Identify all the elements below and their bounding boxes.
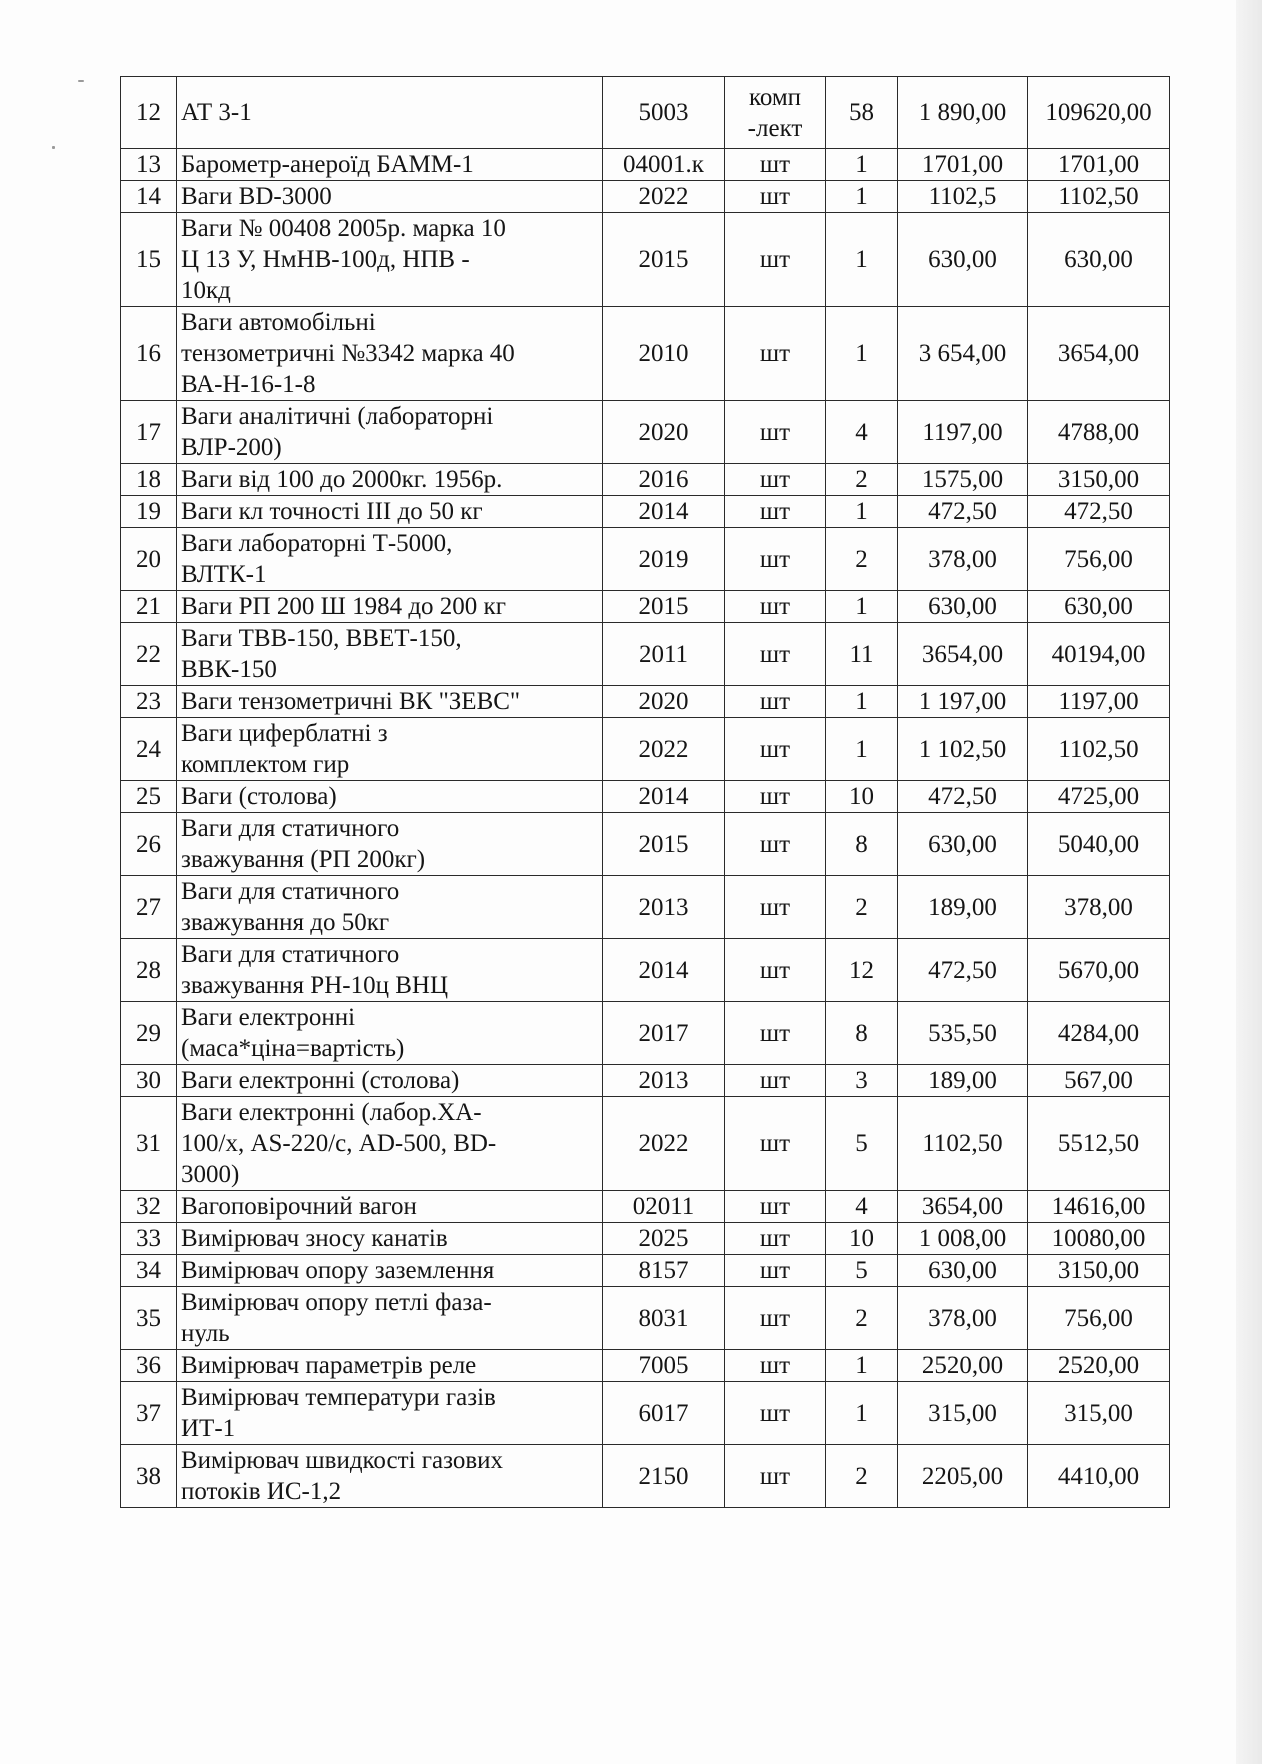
item-name-line: АТ 3-1: [181, 99, 252, 126]
item-total: 109620,00: [1028, 77, 1170, 149]
item-name-line: 10кд: [181, 277, 231, 304]
table-row: [121, 1287, 1170, 1350]
item-price: 1 102,50: [898, 718, 1028, 781]
item-name-line: ВЛТК-1: [181, 561, 267, 588]
table-row: [121, 1191, 1170, 1223]
item-code: 2015: [603, 213, 725, 307]
item-code: 2150: [603, 1445, 725, 1508]
item-total: 2520,00: [1028, 1350, 1170, 1382]
item-name: [177, 1223, 603, 1255]
item-name-line: Ваги лабораторні Т-5000,: [181, 530, 453, 557]
item-name: [177, 686, 603, 718]
table-row: [121, 307, 1170, 401]
item-name-line: Ваги для статичного: [181, 941, 400, 968]
item-price: 378,00: [898, 528, 1028, 591]
row-number: 13: [121, 149, 177, 181]
item-unit-line: шт: [759, 783, 791, 810]
item-name-line: зважування до 50кг: [181, 909, 390, 936]
table-row: [121, 1382, 1170, 1445]
item-name-line: Ваги РП 200 Ш 1984 до 200 кг: [181, 593, 506, 620]
item-code: 2013: [603, 1065, 725, 1097]
item-unit: [725, 1097, 826, 1191]
item-name: [177, 876, 603, 939]
item-quantity: 1: [826, 1382, 898, 1445]
item-total: 5670,00: [1028, 939, 1170, 1002]
table-row: [121, 181, 1170, 213]
item-unit-line: шт: [759, 893, 791, 921]
item-total: 1102,50: [1028, 181, 1170, 213]
item-unit-line: шт: [759, 183, 791, 210]
table-body: [121, 77, 1170, 1508]
item-price: 189,00: [898, 1065, 1028, 1097]
item-total: 14616,00: [1028, 1191, 1170, 1223]
item-name: [177, 213, 603, 307]
row-number: 25: [121, 781, 177, 813]
item-unit-line: шт: [759, 640, 791, 668]
item-unit: [725, 77, 826, 149]
item-code: 2022: [603, 1097, 725, 1191]
item-total: 5040,00: [1028, 813, 1170, 876]
row-number: 36: [121, 1350, 177, 1382]
item-quantity: 2: [826, 1287, 898, 1350]
row-number: 12: [121, 77, 177, 149]
item-name: [177, 149, 603, 181]
item-name: [177, 1002, 603, 1065]
item-name: [177, 1287, 603, 1350]
item-total: 40194,00: [1028, 623, 1170, 686]
item-unit-line: шт: [759, 151, 791, 178]
item-name-line: ВВК-150: [181, 656, 277, 683]
item-name: [177, 496, 603, 528]
item-quantity: 1: [826, 718, 898, 781]
item-name-line: ВЛР-200): [181, 434, 282, 461]
item-quantity: 1: [826, 686, 898, 718]
table-row: [121, 1097, 1170, 1191]
item-name-line: (маса*ціна=вартість): [181, 1035, 405, 1062]
item-quantity: 1: [826, 307, 898, 401]
table-row: [121, 718, 1170, 781]
item-quantity: 1: [826, 213, 898, 307]
item-total: 3150,00: [1028, 1255, 1170, 1287]
item-total: 4410,00: [1028, 1445, 1170, 1508]
item-total: 567,00: [1028, 1065, 1170, 1097]
item-name-line: Ваги ТВВ-150, ВВЕТ-150,: [181, 625, 462, 652]
item-unit-line: шт: [759, 593, 791, 620]
row-number: 22: [121, 623, 177, 686]
item-quantity: 12: [826, 939, 898, 1002]
item-total: 3150,00: [1028, 464, 1170, 496]
item-unit-line: шт: [759, 1304, 791, 1332]
table-row: [121, 1065, 1170, 1097]
item-price: 1 197,00: [898, 686, 1028, 718]
scan-speck: [78, 80, 84, 82]
item-unit-line: шт: [759, 688, 791, 715]
item-name-line: Барометр-анероїд БАММ-1: [181, 151, 474, 178]
item-total: 1701,00: [1028, 149, 1170, 181]
item-code: 2014: [603, 496, 725, 528]
item-total: 630,00: [1028, 591, 1170, 623]
item-quantity: 1: [826, 591, 898, 623]
item-unit-line: шт: [759, 735, 791, 763]
item-code: 2015: [603, 813, 725, 876]
item-unit: [725, 401, 826, 464]
item-code: 2011: [603, 623, 725, 686]
item-unit: [725, 528, 826, 591]
row-number: 33: [121, 1223, 177, 1255]
item-unit: [725, 686, 826, 718]
item-quantity: 8: [826, 813, 898, 876]
item-code: 2020: [603, 401, 725, 464]
item-price: 630,00: [898, 1255, 1028, 1287]
item-unit-line: шт: [759, 1225, 791, 1252]
item-unit-line: шт: [759, 545, 791, 573]
item-unit: [725, 307, 826, 401]
inventory-table: [120, 76, 1170, 1508]
table-row: [121, 77, 1170, 149]
item-name-line: Вимірювач температури газів: [181, 1384, 496, 1411]
table-row: [121, 464, 1170, 496]
item-name: [177, 718, 603, 781]
table-row: [121, 1255, 1170, 1287]
item-quantity: 2: [826, 528, 898, 591]
item-name-line: Ваги від 100 до 2000кг. 1956р.: [181, 466, 503, 493]
item-quantity: 5: [826, 1255, 898, 1287]
item-unit: [725, 939, 826, 1002]
item-price: 472,50: [898, 496, 1028, 528]
item-name-line: Вимірювач швидкості газових: [181, 1447, 504, 1474]
item-unit-line: шт: [759, 956, 791, 984]
item-price: 1701,00: [898, 149, 1028, 181]
item-code: 5003: [603, 77, 725, 149]
row-number: 20: [121, 528, 177, 591]
row-number: 29: [121, 1002, 177, 1065]
scan-speck: [52, 146, 55, 149]
item-code: 2010: [603, 307, 725, 401]
table-row: [121, 528, 1170, 591]
row-number: 21: [121, 591, 177, 623]
item-name-line: 3000): [181, 1161, 240, 1188]
item-code: 8031: [603, 1287, 725, 1350]
item-total: 315,00: [1028, 1382, 1170, 1445]
item-quantity: 1: [826, 496, 898, 528]
item-name-line: Ваги аналітичні (лабораторні: [181, 403, 494, 430]
item-unit-line: комп: [748, 83, 802, 111]
table-row: [121, 623, 1170, 686]
item-total: 4284,00: [1028, 1002, 1170, 1065]
item-code: 2019: [603, 528, 725, 591]
item-code: 2017: [603, 1002, 725, 1065]
row-number: 14: [121, 181, 177, 213]
item-unit: [725, 464, 826, 496]
item-price: 630,00: [898, 213, 1028, 307]
item-price: 3654,00: [898, 623, 1028, 686]
item-name-line: ИТ-1: [181, 1415, 236, 1442]
item-name-line: Ваги електронні: [181, 1004, 356, 1031]
item-name-line: 100/х, AS-220/с, AD-500, BD-: [181, 1130, 497, 1157]
item-total: 10080,00: [1028, 1223, 1170, 1255]
item-total: 472,50: [1028, 496, 1170, 528]
row-number: 32: [121, 1191, 177, 1223]
item-price: 315,00: [898, 1382, 1028, 1445]
item-quantity: 8: [826, 1002, 898, 1065]
item-code: 2020: [603, 686, 725, 718]
item-quantity: 58: [826, 77, 898, 149]
table-row: [121, 213, 1170, 307]
item-unit: [725, 813, 826, 876]
item-name: [177, 939, 603, 1002]
table-row: [121, 1002, 1170, 1065]
item-code: 2025: [603, 1223, 725, 1255]
item-unit: [725, 1002, 826, 1065]
item-unit-line: -лект: [747, 114, 803, 142]
table-row: [121, 876, 1170, 939]
item-unit-line: шт: [759, 1193, 791, 1220]
item-unit: [725, 1065, 826, 1097]
item-quantity: 10: [826, 1223, 898, 1255]
item-name: [177, 181, 603, 213]
item-unit: [725, 1445, 826, 1508]
item-name-line: Вимірювач зносу канатів: [181, 1225, 448, 1252]
item-price: 630,00: [898, 813, 1028, 876]
item-price: 1575,00: [898, 464, 1028, 496]
row-number: 19: [121, 496, 177, 528]
item-code: 8157: [603, 1255, 725, 1287]
item-total: 756,00: [1028, 528, 1170, 591]
item-unit-line: шт: [759, 466, 791, 493]
row-number: 31: [121, 1097, 177, 1191]
item-unit-line: шт: [759, 1352, 791, 1379]
item-quantity: 4: [826, 1191, 898, 1223]
item-name-line: Ваги автомобільні: [181, 309, 376, 336]
item-total: 1102,50: [1028, 718, 1170, 781]
item-total: 630,00: [1028, 213, 1170, 307]
table-row: [121, 1445, 1170, 1508]
item-name-line: Вимірювач опору петлі фаза-: [181, 1289, 492, 1316]
item-name-line: Ваги для статичного: [181, 878, 400, 905]
item-price: 472,50: [898, 781, 1028, 813]
item-name-line: Ваги циферблатні з: [181, 720, 388, 747]
item-name-line: зважування РН-10ц ВНЦ: [181, 972, 448, 999]
item-name: [177, 307, 603, 401]
row-number: 27: [121, 876, 177, 939]
item-name-line: Ваги BD-3000: [181, 183, 332, 210]
item-total: 3654,00: [1028, 307, 1170, 401]
item-unit: [725, 181, 826, 213]
item-code: 2022: [603, 181, 725, 213]
item-name-line: Вимірювач параметрів реле: [181, 1352, 477, 1379]
item-code: 2015: [603, 591, 725, 623]
item-unit: [725, 718, 826, 781]
row-number: 15: [121, 213, 177, 307]
item-unit-line: шт: [759, 1399, 791, 1427]
item-name-line: Ваги тензометричні ВК "ЗЕВС": [181, 688, 521, 715]
item-name-line: потоків ИС-1,2: [181, 1478, 342, 1505]
item-code: 2013: [603, 876, 725, 939]
item-name: [177, 1255, 603, 1287]
item-price: 1 008,00: [898, 1223, 1028, 1255]
row-number: 28: [121, 939, 177, 1002]
table-row: [121, 813, 1170, 876]
item-name-line: Ваги для статичного: [181, 815, 400, 842]
item-name: [177, 591, 603, 623]
item-unit: [725, 496, 826, 528]
item-unit-line: шт: [759, 830, 791, 858]
item-price: 3654,00: [898, 1191, 1028, 1223]
table-row: [121, 1223, 1170, 1255]
item-name: [177, 1382, 603, 1445]
item-quantity: 3: [826, 1065, 898, 1097]
item-name-line: комплектом гир: [181, 751, 350, 778]
item-unit: [725, 1223, 826, 1255]
item-name: [177, 77, 603, 149]
item-unit: [725, 1350, 826, 1382]
item-total: 4788,00: [1028, 401, 1170, 464]
item-unit: [725, 1191, 826, 1223]
item-total: 756,00: [1028, 1287, 1170, 1350]
item-name-line: Ваги електронні (столова): [181, 1067, 460, 1094]
row-number: 18: [121, 464, 177, 496]
item-name: [177, 623, 603, 686]
item-price: 2205,00: [898, 1445, 1028, 1508]
table-row: [121, 781, 1170, 813]
item-name: [177, 1445, 603, 1508]
item-price: 1102,5: [898, 181, 1028, 213]
item-unit: [725, 876, 826, 939]
item-unit: [725, 1287, 826, 1350]
item-unit: [725, 213, 826, 307]
item-unit-line: шт: [759, 1257, 791, 1284]
row-number: 35: [121, 1287, 177, 1350]
item-price: 1102,50: [898, 1097, 1028, 1191]
item-name-line: Ваги електронні (лабор.ХА-: [181, 1099, 482, 1126]
row-number: 37: [121, 1382, 177, 1445]
item-unit: [725, 1255, 826, 1287]
item-name: [177, 401, 603, 464]
item-name-line: Вагоповірочний вагон: [181, 1193, 417, 1220]
row-number: 16: [121, 307, 177, 401]
item-name-line: Ваги (столова): [181, 783, 337, 810]
item-unit-line: шт: [759, 498, 791, 525]
item-total: 4725,00: [1028, 781, 1170, 813]
table-row: [121, 149, 1170, 181]
item-name-line: Ваги № 00408 2005р. марка 10: [181, 215, 506, 242]
item-unit: [725, 781, 826, 813]
item-quantity: 5: [826, 1097, 898, 1191]
item-price: 378,00: [898, 1287, 1028, 1350]
item-name: [177, 464, 603, 496]
item-unit: [725, 591, 826, 623]
row-number: 38: [121, 1445, 177, 1508]
row-number: 34: [121, 1255, 177, 1287]
table-row: [121, 686, 1170, 718]
item-quantity: 1: [826, 149, 898, 181]
table-row: [121, 591, 1170, 623]
item-unit: [725, 623, 826, 686]
row-number: 23: [121, 686, 177, 718]
item-quantity: 2: [826, 876, 898, 939]
item-price: 630,00: [898, 591, 1028, 623]
item-unit-line: шт: [759, 418, 791, 446]
row-number: 24: [121, 718, 177, 781]
row-number: 26: [121, 813, 177, 876]
item-unit-line: шт: [759, 1019, 791, 1047]
item-total: 5512,50: [1028, 1097, 1170, 1191]
item-price: 3 654,00: [898, 307, 1028, 401]
table-row: [121, 401, 1170, 464]
item-unit-line: шт: [759, 1130, 791, 1157]
item-price: 2520,00: [898, 1350, 1028, 1382]
item-total: 1197,00: [1028, 686, 1170, 718]
item-unit-line: шт: [759, 1067, 791, 1094]
table-row: [121, 1350, 1170, 1382]
table-row: [121, 496, 1170, 528]
item-name: [177, 528, 603, 591]
item-quantity: 1: [826, 1350, 898, 1382]
row-number: 17: [121, 401, 177, 464]
item-price: 472,50: [898, 939, 1028, 1002]
item-unit-line: шт: [759, 340, 791, 367]
item-price: 1 890,00: [898, 77, 1028, 149]
item-unit-line: шт: [759, 246, 791, 273]
item-unit-line: шт: [759, 1462, 791, 1490]
item-quantity: 11: [826, 623, 898, 686]
item-name: [177, 1350, 603, 1382]
item-code: 7005: [603, 1350, 725, 1382]
item-quantity: 4: [826, 401, 898, 464]
item-price: 189,00: [898, 876, 1028, 939]
item-quantity: 10: [826, 781, 898, 813]
item-code: 04001.к: [603, 149, 725, 181]
item-unit: [725, 149, 826, 181]
item-name-line: Ц 13 У, НмНВ-100д, НПВ -: [181, 246, 470, 273]
item-unit: [725, 1382, 826, 1445]
item-quantity: 1: [826, 181, 898, 213]
item-name-line: Ваги кл точності III до 50 кг: [181, 498, 483, 525]
item-name-line: тензометричні №3342 марка 40: [181, 340, 515, 367]
item-name: [177, 1097, 603, 1191]
item-price: 1197,00: [898, 401, 1028, 464]
item-code: 6017: [603, 1382, 725, 1445]
item-name: [177, 1065, 603, 1097]
item-name-line: зважування (РП 200кг): [181, 846, 426, 873]
item-name-line: Вимірювач опору заземлення: [181, 1257, 495, 1284]
row-number: 30: [121, 1065, 177, 1097]
item-code: 02011: [603, 1191, 725, 1223]
item-name: [177, 781, 603, 813]
table-row: [121, 939, 1170, 1002]
item-price: 535,50: [898, 1002, 1028, 1065]
page-edge-shadow: [1236, 0, 1262, 1764]
item-total: 378,00: [1028, 876, 1170, 939]
item-code: 2022: [603, 718, 725, 781]
item-quantity: 2: [826, 1445, 898, 1508]
item-name: [177, 813, 603, 876]
item-quantity: 2: [826, 464, 898, 496]
item-name-line: ВА-Н-16-1-8: [181, 371, 316, 398]
item-code: 2016: [603, 464, 725, 496]
item-code: 2014: [603, 939, 725, 1002]
item-name-line: нуль: [181, 1320, 230, 1347]
item-name: [177, 1191, 603, 1223]
item-code: 2014: [603, 781, 725, 813]
